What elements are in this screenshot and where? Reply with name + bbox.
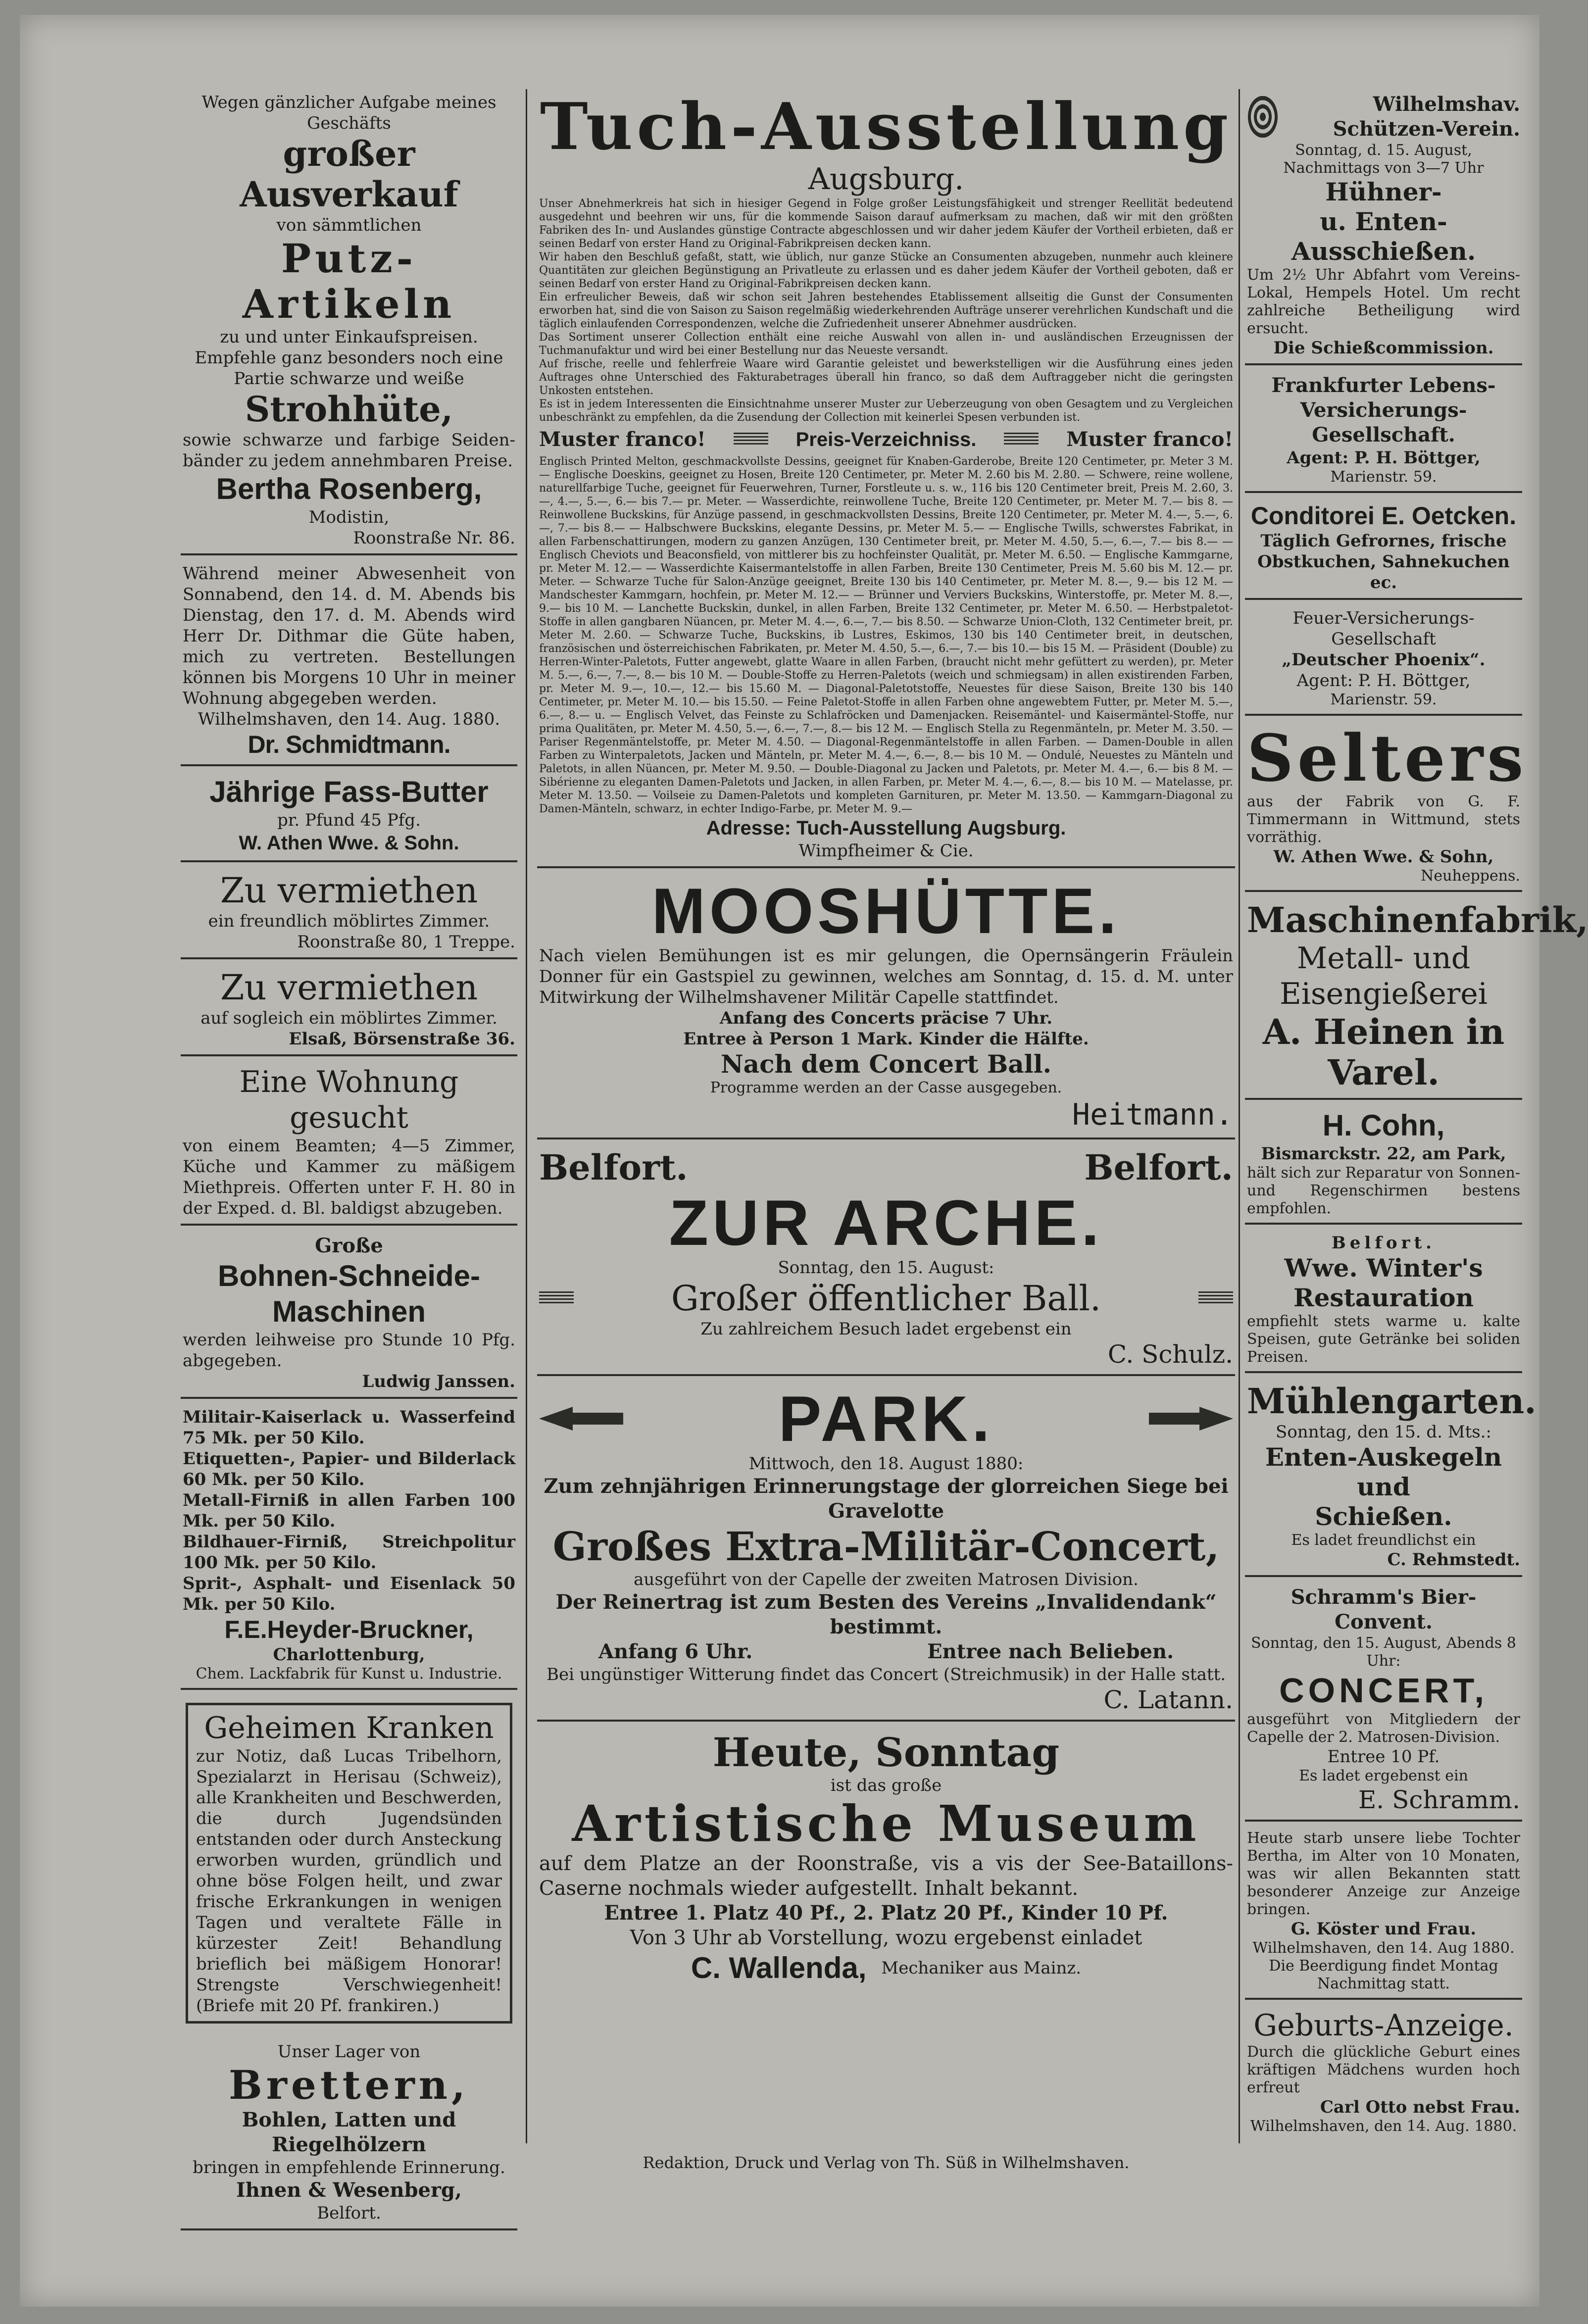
advertiser-name: F.E.Heyder-Bruckner, [224,1616,474,1643]
ad-headline: Wilhelmshav. Schützen-Verein. [1333,93,1520,141]
ad-line: Chem. Lackfabrik für Kunst u. Industrie. [196,1665,502,1682]
ad-line: zu und unter Einkaufspreisen. [220,327,478,347]
ad-text: Heute starb unsere liebe Tochter Bertha, im Alter von 10 Monaten, was wir allen Bekannten statt besonderer Anzeige zur Anzeige bringen. [1247,1830,1520,1918]
ad-text: Nach vielen Bemühungen ist es mir gelungen, die Opernsängerin Fräulein Donner für ein Gastspiel zu gewinnen, welches am Sonntag, d. 15. d. M. unter Mitwirkung der Wilhelmshavener Militär Capelle stattfindet. [539,946,1233,1007]
ad-line: Agent: P. H. Böttger, [1287,448,1481,468]
advertiser-name: W. Athen Wwe. & Sohn, [1273,847,1494,867]
ad-text: hält sich zur Reparatur von Sonnen- und Regenschirmen bestens empfohlen. [1247,1164,1520,1217]
ad-headline: Strohhüte, [245,389,453,430]
ad-line: sowie schwarze und farbige Seiden-bänder zu jedem annehmbaren Preise. [183,430,515,471]
ad-line: Unser Lager von [277,2042,421,2062]
decorative-rule [539,1291,574,1305]
advertiser-name: C. Latann. [1103,1685,1233,1714]
ad-line: Zum zehnjährigen Erinnerungstage der glorreichen Siege bei Gravelotte [544,1475,1229,1523]
ad-headline: Großes Extra-Militär-Concert, [552,1523,1220,1570]
ad-headline: Geheimen Kranken [204,1711,494,1745]
ad-line: Anfang 6 Uhr. [598,1640,753,1663]
ad-line: Belfort. [317,2203,381,2223]
ad-line: Zu zahlreichem Besuch ladet ergebenst ein [700,1319,1072,1339]
decorative-rule [734,433,768,446]
advertiser-name: C. Rehmstedt. [1387,1550,1520,1570]
ad-address: Marienstr. 59. [1330,468,1437,486]
ad-header-row [1247,92,1520,142]
advertiser-name: W. Athen Wwe. & Sohn. [239,832,459,854]
ad-line: Mechaniker aus Mainz. [881,1958,1082,1978]
ad-headline: „Deutscher Phoenix“. [1282,650,1486,670]
ad-address: Bismarckstr. 22, am Park, [1261,1144,1506,1164]
ad-price: Entree 1. Platz 40 Pf., 2. Platz 20 Pf., Kinder 10 Pf. [604,1901,1168,1925]
ad-geburt [1245,2005,1522,2140]
newspaper-page [20,15,1588,2307]
ad-line: Anfang des Concerts präcise 7 Uhr. [719,1008,1053,1028]
ad-headline: Metall- und Eisengießerei [1280,941,1488,1011]
ad-vermieten-2 [181,964,517,1056]
ad-tuch-ausstellung [537,89,1235,868]
ad-text: aus der Fabrik von G. F. Timmermann in Wittmund, stets vorräthig. [1247,793,1520,846]
ad-date: Mittwoch, den 18. August 1880: [748,1454,1024,1474]
pointing-hand-icon [1149,1404,1233,1434]
ad-text: empfiehlt stets warme u. kalte Speisen, gute Getränke bei soliden Preisen. [1247,1313,1520,1366]
ad-header-row [539,1278,1233,1319]
ad-line: bringen in empfehlende Erinnerung. [193,2158,505,2177]
ad-line: Charlottenburg, [273,1645,425,1665]
ad-headline: Putz-Artikeln [242,235,456,327]
advertiser-name: H. Cohn, [1322,1109,1445,1142]
ad-frankfurter [1245,370,1522,493]
ad-headline: MOOSHÜTTE. [651,875,1121,947]
ad-headline: Brettern, [229,2062,469,2108]
ad-headline: Enten-Auskegeln und [1265,1442,1502,1501]
ad-text: Täglich Gefrornes, frische Obstkuchen, Sahnekuchen ec. [1257,531,1510,593]
ad-headline: Hühner- [1325,177,1442,206]
ad-zur-arche [537,1144,1235,1376]
ad-park [537,1381,1235,1722]
ad-maschinenfabrik [1245,897,1588,1100]
ad-line: Belfort. [539,1147,688,1188]
ad-line: Modistin, [308,507,390,527]
ad-subtitle: Augsburg. [808,162,964,197]
ad-bretter [181,2038,517,2230]
ad-text: werden leihweise pro Stunde 10 Pfg. abgegeben. [183,1330,515,1371]
ad-headline: u. Enten-Ausschießen. [1291,207,1476,266]
ad-text: Es ist in jedem Interessenten die Einsichtnahme unserer Muster zur Ueberzeugung von oben Gesagtem und zu Vergleichen unbeschränkt zu empfehlen, da die Zusendung der Collection mit keinerlei Spesen verbunden ist. [539,398,1233,424]
ad-text: Während meiner Abwesenheit von Sonnabend, den 14. d. M. Abends bis Dienstag, den 17. d. M. Abends wird Herr Dr. Dithmar die Güte haben, mich zu vertreten. Bestellungen können bis Morgens 10 Uhr in meiner Wohnung abgegeben werden. [183,564,515,708]
ad-date: Wilhelmshaven, den 14. Aug. 1880. [1250,2118,1517,2135]
ad-price: Entree 10 Pf. [1327,1747,1440,1767]
ad-line: Bei ungünstiger Witterung findet das Concert (Streichmusik) in der Halle statt. [546,1665,1226,1684]
ad-line: Empfehle ganz besonders noch eine Partie schwarze und weiße [195,348,503,389]
ad-selters [1245,720,1528,892]
ad-date: Sonntag, den 15. August: [778,1258,994,1278]
ad-schuetzen [1245,89,1522,365]
ad-headline: Großer öffentlicher Ball. [671,1278,1101,1319]
ad-phoenix [1245,605,1522,716]
ad-line: ausgeführt von der Capelle der zweiten Matrosen Division. [634,1570,1139,1589]
ad-heyder [181,1404,517,1690]
ad-header-row [539,1384,1233,1453]
price-list: Englisch Printed Melton, geschmackvollste Dessins, geeignet für Knaben-Garderobe, Breite 120 Centimeter, pr. Meter 3 M. — Englische Doeskins, geeignet zu Hosen, Breite 120 Centimeter, pr. Meter M. 2.60 bis M. 2.80. — Schwere, reine wollene, naturellfarbige Tuche, geeignet für Feuerwehren, Turner, Forstleute u. s. w., 116 bis 120 Centimeter breit, Preis M. 2.60, 3.—, 4.—, 5.—, 6.— bis 7.— pr. Meter. — Wasserdichte, reinwollene Tuche, Breite 120 Centimeter, pr. Meter M. 7.— bis 8. — Reinwollene Buckskins, für Anzüge passend, in geschmackvollsten Dessins, Breite 120 Centimeter, pr. Meter M. 4.—, 5.—, 6.—, 7.— bis 8.— — Halbschwere Buckskins, elegante Dessins, pr. Meter M. 5.— — Englische Twills, schwerstes Fabrikat, in allen Farbenschattirungen, modern zu ganzen Anzügen, 130 Centimeter breit, pr. Meter M. 4.50, 5.—, 6.—, 7.— bis 8.— — Englisch Cheviots und Beaconsfield, von mittlerer bis zu hochfeinster Qualität, pr. Meter M. 6.50. — Englische Kammgarne, pr. Meter M. 12.— — Wasserdichte Kaisermantelstoffe in allen Farben, Breite 130 Centimeter, Preis M. 5.60 bis M. 12.— pr. Meter. — Schwarze Tuche für Salon-Anzüge geeignet, Breite 130 bis 140 Centimeter, pr. Meter M. 8.—, 9.— bis 12 M. — Mandschester Kammgarn, hochfein, pr. Meter M. 12.— — Brünner und Verviers Buckskins, Winterstoffe, pr. Meter M. 8.—, 9.— bis 10 M. — Lanchette Buckskin, dunkel, in allen Farben, Breite 132 Centimeter, pr. Meter M. 6.50. — Herbstpaletot-Stoffe in allen gangbaren Nüancen, pr. Meter M. 4.—, 6.—, 7.— bis 8.50. — Schwarze Union-Cloth, 132 Centimeter breit, pr. Meter M. 2.60. — Schwarze Tuche, Buckskins, ib Lustres, Eskimos, 130 bis 140 Centimeter breit, in deutschen, französischen und österreichischen Fabrikaten, pr. Meter M. 4.50, 5.—, 6.—, 7.— bis 10.— bis 15 M. — Präsident (Double) zu Herren-Winter-Paletots, Futter angewebt, glatte Waare in allen Farben, (braucht nicht mehr gefüttert zu werden), pr. Meter M. 5.—, 6.—, 7.—, 8.— bis 10 M. — Double-Stoffe zu Herren-Paletots (weich und schmiegsam) in allen existirenden Farben, pr. Meter M. 9.—, 10.—, 12.— bis 15.60 M. — Diagonal-Paletotstoffe, Neuestes für diese Saison, Breite 130 bis 140 Centimeter, pr. Meter M. 10.— bis 15.50. — Feine Paletot-Stoffe in allen Farben ohne angewebtem Futter, pr. Meter M. 5.—, 6.—, 8.— u. — Englisch Velvet, das Feinste zu Schlafröcken und Damenjacken. Reisemäntel- und Kaisermäntel-Stoffe, nur prima Qualitäten, pr. Meter M. 4.50, 5.—, 6.—, 7.—, 8.— bis 12 M. — Englisch Stella zu Regenmänteln, pr. Meter M. 3.50. — Pariser Regenmäntelstoffe, pr. Meter M. 4.50. — Diagonal-Regenmäntelstoffe in allen Farben. — Damen-Double in allen Farben zu Winterpaletots, Jacken und Mänteln, pr. Meter M. 4.—, 6.—, 8.— bis 10 M. — Ondulé, Neuestes zu Mänteln und Paletots, in allen Nüancen, pr. Meter M. 9.50. — Double-Diagonal zu Jacken und Paletots, pr. Meter M. 4.—, 6.— bis 8 M. — Sibérienne zu eleganten Damen-Paletots und Jacken, in allen Farben, pr. Meter M. 4.—, 6.—, 8.— bis 10 M. — Matelasse, pr. Meter M. 13.50. — Voilseie zu Damen-Paletots und kompleten Garnituren, pr. Meter M. 13.50. — Kammgarn-Diagonal zu Damen-Mänteln, schwarz, in echter Indigo-Farbe, pr. Meter M. 9.— [539,455,1233,815]
advertiser-name: Ludwig Janssen. [362,1372,515,1391]
ad-date: Wilhelmshaven, den 14. Aug 1880. [1252,1939,1515,1957]
advertiser-name: Bertha Rosenberg, [216,472,482,505]
advertiser-name: E. Schramm. [1358,1785,1520,1814]
ad-line: Wegen gänzlicher Aufgabe meines Geschäfts [201,93,496,133]
ad-header-row [539,1147,1233,1188]
advertiser-name: Dr. Schmidtmann. [248,731,450,758]
middle-column [537,89,1235,2143]
ad-headline: Frankfurter Lebens-Versicherungs-Gesellschaft. [1271,374,1496,446]
ad-line: Bohlen, Latten und Riegelhölzern [242,2108,456,2156]
ad-text: Unser Abnehmerkreis hat sich in hiesiger Gegend in Folge großer Leistungsfähigkeit und strenger Reellität bedeutend ausgedehnt und beehren wir uns, für die kommende Saison darauf aufmerksam zu machen, daß wir mit den größten Fabriken des In- und Auslandes günstige Contracte abgeschlossen und wir daher jedem Käufer der Vortheil erbieten, daß er seinen Bedarf von erster Hand zu Original-Fabrikpreisen decken kann. [539,198,1233,250]
advertiser-name: C. Wallenda, [691,1951,867,1984]
ad-kranken [181,1695,517,2033]
advertiser-name: Heitmann. [1072,1097,1233,1132]
ad-headline: Maschinenfabrik, [1247,899,1588,940]
ad-text: Wir haben den Beschluß gefaßt, statt, wie üblich, nur ganze Stücke an Consumenten abzugeben, nunmehr auch kleinere Quantitäten zur gleichen Begünstigung an Privatleute zu erlassen und es daher jedem Käufer der Vortheil geboten, daß er seinen Bedarf von erster Hand zu Original-Fabrikpreisen decken kann. [539,251,1233,290]
ad-schramm [1245,1582,1522,1822]
ad-headline: Bohnen-Schneide- [217,1259,480,1292]
ad-line: Feuer-Versicherungs-Gesellschaft [1292,608,1475,649]
ad-headline: Artistische Museum [572,1794,1200,1853]
ad-rosenberg [181,89,517,555]
pointing-hand-icon [539,1404,623,1434]
ad-oetcken [1245,498,1522,600]
ad-line: ist das große [830,1776,942,1795]
ad-headline: Schießen. [1315,1502,1452,1531]
price-item: Sprit-, Asphalt- und Eisenlack 50 Mk. per 50 Kilo. [183,1574,515,1614]
ad-line: Es ladet ergebenst ein [1299,1767,1468,1784]
price-item: Etiquetten-, Papier- und Bilderlack 60 Mk. per 50 Kilo. [183,1449,515,1489]
ad-address: Roonstraße Nr. 86. [353,528,515,548]
ad-line: von sämmtlichen [276,215,422,235]
ad-headline: Geburts-Anzeige. [1253,2008,1514,2043]
ad-headline: CONCERT, [1279,1671,1488,1710]
ad-line: Entree à Person 1 Mark. Kinder die Hälfte. [683,1029,1089,1049]
advertiser-name: G. Köster und Frau. [1290,1919,1477,1939]
decorative-rule [1004,433,1039,446]
price-item: Metall-Firniß in allen Farben 100 Mk. per 50 Kilo. [183,1490,515,1531]
ad-headline: Selters [1247,720,1528,796]
ad-headline: Zu vermiethen [220,870,478,911]
ad-line: Muster franco! [1066,428,1233,451]
ad-address: Adresse: Tuch-Ausstellung Augsburg. [706,817,1066,839]
ad-headline: Heute, Sonntag [712,1729,1060,1776]
advertiser-name: A. Heinen in Varel. [1262,1011,1505,1093]
ad-date: Sonntag, den 15. August, Abends 8 Uhr: [1251,1634,1516,1670]
price-item: Bildhauer-Firniß, Streichpolitur 100 Mk. per 50 Kilo. [183,1532,515,1573]
ad-museum [537,1727,1235,1991]
ad-text: Das Sortiment unserer Collection enthält eine reiche Auswahl von allen in- und ausländischen Erzeugnissen der Tuchmanufaktur und wird bei einer Bestellung nur das Neueste versandt. [539,331,1233,357]
ad-todesanzeige [1245,1827,1522,2000]
ad-headline: Zu vermiethen [220,967,478,1008]
decorative-rule [1198,1291,1233,1305]
ad-headline: Wwe. Winter's Restauration [1284,1253,1483,1312]
ad-headline: Conditorei E. Oetcken. [1250,502,1517,530]
advertiser-name: C. Schulz. [1107,1340,1233,1369]
advertiser-name: Carl Otto nebst Frau. [1320,2097,1520,2117]
ad-date: Wilhelmshaven, den 14. Aug. 1880. [198,709,500,729]
advertiser-name: Die Schießcommission. [1273,338,1494,358]
ad-line: Die Beerdigung findet Montag Nachmittag statt. [1269,1957,1498,1992]
ad-headline: großer Ausverkauf [240,133,458,215]
ad-text: Durch die glückliche Geburt eines kräftigen Mädchens wurden hoch erfreut [1247,2043,1520,2096]
ad-line: Von 3 Uhr ab Vorstellung, wozu ergebenst einladet [630,1927,1142,1949]
advertiser-name: Ihnen & Wesenberg, [236,2178,462,2202]
ad-line: Preis-Verzeichniss. [795,429,977,450]
ad-headline: ZUR ARCHE. [669,1187,1103,1259]
ad-headline: Schramm's Bier-Convent. [1290,1585,1477,1633]
ad-cohn [1245,1105,1522,1225]
price-item: Militair-Kaiserlack u. Wasserfeind 75 Mk. per 50 Kilo. [183,1407,515,1448]
ad-address: Elsaß, Börsenstraße 36. [289,1029,515,1049]
ad-line: Entree nach Belieben. [927,1640,1174,1663]
ad-bohnen [181,1231,517,1399]
ad-headline: Eine Wohnung gesucht [239,1065,459,1135]
price-list-header [539,427,1233,452]
ad-text: von einem Beamten; 4—5 Zimmer, Küche und Kammer zu mäßigem Miethpreis. Offerten unter F. H. 80 in der Exped. d. Bl. baldigst abzugeben. [183,1136,515,1218]
ad-address: Marienstr. 59. [1330,691,1437,708]
left-column [181,89,517,2223]
ad-text: zur Notiz, daß Lucas Tribelhorn, Spezialarzt in Herisau (Schweiz), alle Krankheiten und Beschwerden, die durch Jugendsünden entstanden oder durch Ansteckung erworben wurden, gründlich und ohne böse Folgen heilt, und zwar frische Erkrankungen in wenigen Tagen und veraltete Fälle in kürzester Zeit! Behandlung brieflich bei mäßigem Honorar! Strengste Verschwiegenheit! (Briefe mit 20 Pf. frankiren.) [196,1746,502,2016]
ad-headline: Jährige Fass-Butter [209,775,489,808]
ad-winter [1245,1230,1522,1373]
ad-wohnung [181,1061,517,1226]
column-rule [1239,89,1240,2143]
ad-line-row [539,1950,1233,1986]
ad-price: pr. Pfund 45 Pfg. [277,810,421,830]
shooting-target-icon [1247,95,1279,139]
ad-line: Belfort. [1084,1147,1233,1188]
ad-line: Es ladet freundlichst ein [1291,1532,1476,1549]
ad-line: Große [315,1234,383,1257]
ad-date: Sonntag, d. 15. August, Nachmittags von 3—7 Uhr [1283,142,1484,177]
imprint-footer: Redaktion, Druck und Verlag von Th. Süß in Wilhelmshaven. [643,2153,1130,2172]
ad-box [186,1703,512,2024]
ad-text: auf sogleich ein möblirtes Zimmer. [200,1008,497,1028]
ad-address: Neuheppens. [1421,867,1520,885]
ad-text: ausgeführt von Mitgliedern der Capelle der 2. Matrosen-Division. [1247,1711,1520,1746]
ad-vermieten-1 [181,867,517,959]
ad-date: Sonntag, den 15. d. Mts.: [1276,1422,1491,1442]
ad-line: Programme werden an der Casse ausgegeben. [710,1079,1062,1096]
ad-text: ein freundlich möblirtes Zimmer. [208,911,490,931]
ad-mooshuette [537,873,1235,1139]
right-column [1245,89,1588,2143]
ad-butter [181,771,517,862]
column-rule [526,89,527,2143]
ad-muehlengarten [1245,1378,1537,1577]
ad-headline: Mühlengarten. [1247,1381,1537,1422]
ad-headline: Maschinen [272,1295,426,1328]
ad-text: auf dem Platze an der Roonstraße, vis a vis der See-Bataillons-Caserne nochmals wieder aufgestellt. Inhalt bekannt. [539,1852,1233,1900]
ad-line: Muster franco! [539,428,706,451]
ad-line: Belfort. [1331,1233,1436,1253]
ad-text: Um 2½ Uhr Abfahrt vom Vereins-Lokal, Hempels Hotel. Um recht zahlreiche Betheiligung wird ersucht. [1247,266,1520,337]
ad-line: Agent: P. H. Böttger, [1296,671,1471,691]
advertiser-name: Wimpfheimer & Cie. [798,841,974,861]
ad-headline: PARK. [778,1383,994,1455]
ad-line: Der Reinertrag ist zum Besten des Vereins „Invalidendank“ bestimmt. [555,1590,1217,1638]
ad-address: Roonstraße 80, 1 Treppe. [297,932,515,952]
ad-text: Auf frische, reelle und fehlerfreie Waare wird Garantie geleistet und bewerkstelligen wir die Ausführung eines jeden Auftrages ohne Unterschied des Fakturabetrages überall hin franco, so daß dem Auftraggeber nicht die geringsten Unkosten entstehen. [539,358,1233,397]
ad-text: Ein erfreulicher Beweis, daß wir schon seit Jahren bestehendes Etablissement allseitig die Gunst der Consumenten erworben hat, sind die von Saison zu Saison regelmäßig wiederkehrenden Aufträge unserer verehrlichen Kundschaft und die täglich einlaufenden Correspondenzen, welche die Zufriedenheit unserer Abnehmer ausdrücken. [539,291,1233,330]
ad-headline: Tuch-Ausstellung [540,89,1233,164]
ad-line-row [539,1639,1233,1664]
ad-line: Nach dem Concert Ball. [720,1049,1052,1079]
ad-schmidtmann [181,560,517,766]
